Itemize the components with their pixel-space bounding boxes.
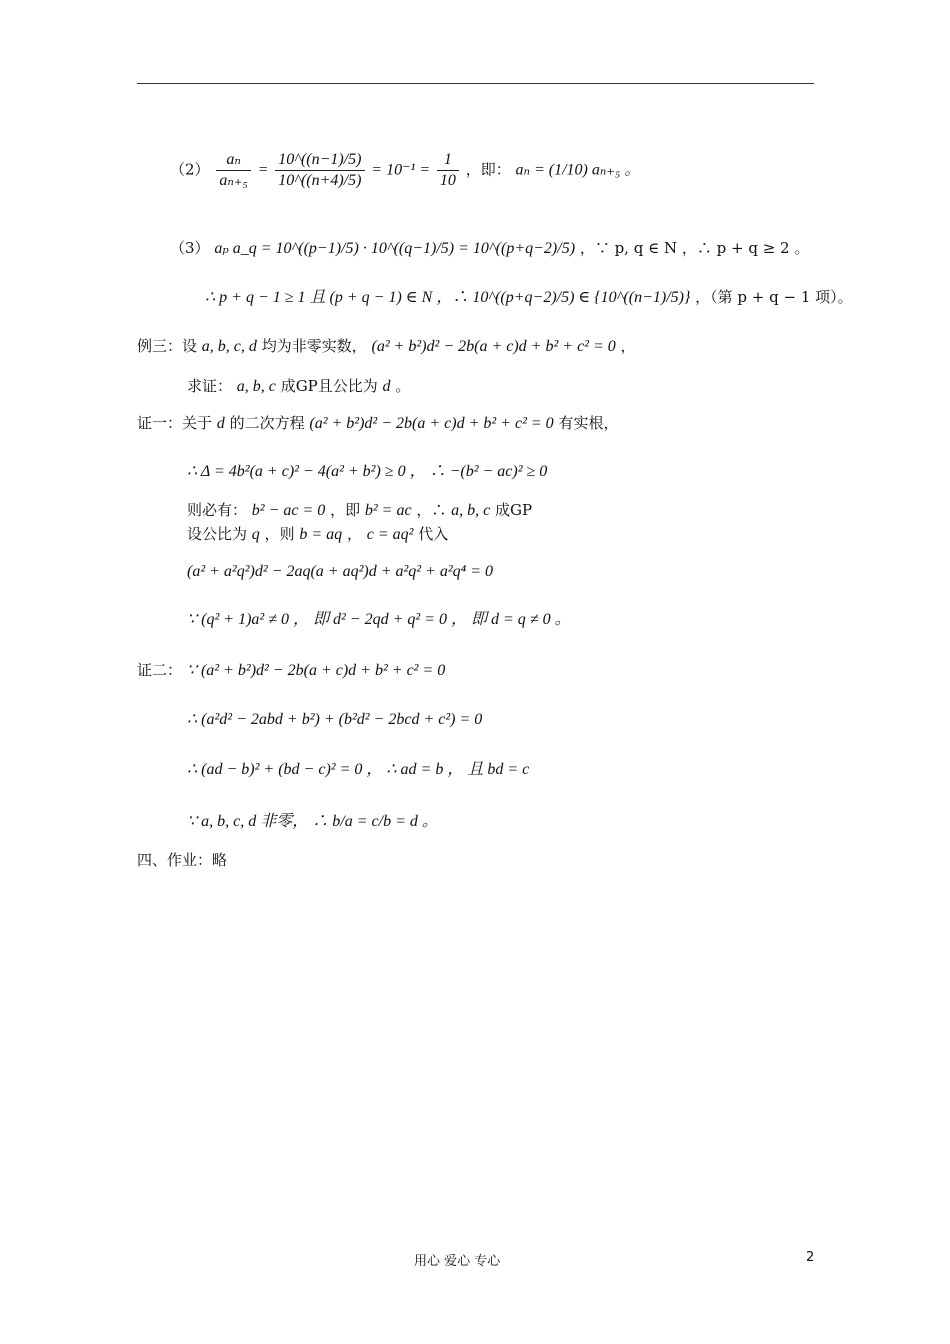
proof-1-line-1: 证一：关于 d 的二次方程 (a² + b²)d² − 2b(a + c)d + b² + c² = 0 有实根， (137, 414, 619, 432)
item-3-expr: aₚ a_q = 10^((p−1)/5) · 10^((q−1)/5) = 10^((p+q−2)/5) (214, 240, 576, 257)
proof-1-line-5: (a² + a²q²)d² − 2aq(a + aq²)d + a²q² + a²q⁴ = 0 (187, 563, 494, 580)
example-3-label: 例三：设 (137, 337, 198, 355)
item-2-eq: = 10⁻¹ = (371, 161, 431, 179)
proof-2-line-4: ∵ a, b, c, d 非零， ∴ b/a = c/b = d 。 (187, 813, 438, 830)
item-3-line: （3） aₚ a_q = 10^((p−1)/5) · 10^((q−1)/5) = 10^((p+q−2)/5) ，∵ p, q ∈ N ，∴ p + q ≥ 2 。 (170, 239, 810, 257)
proof-1-line-2: ∴ Δ = 4b²(a + c)² − 4(a² + b²) ≥ 0 ， ∴ −(b² − ac)² ≥ 0 (187, 463, 548, 480)
proof-1-label: 证一：关于 (137, 414, 213, 432)
item-3-line-2: ∴ p + q − 1 ≥ 1 且 (p + q − 1) ∈ N ，∴ 10^((p+q−2)/5) ∈ {10^((n−1)/5)} ，（第 p + q − 1 项）。 (205, 288, 853, 306)
proof-2-label: 证二： (137, 661, 183, 679)
homework-line: 四、作业：略 (137, 851, 228, 869)
proof-2-line-1: 证二： ∵ (a² + b²)d² − 2b(a + c)d + b² + c² = 0 (137, 661, 446, 679)
item-3-label: （3） (170, 239, 210, 257)
proof-1-line-6: ∵ (q² + 1)a² ≠ 0 ， 即 d² − 2qd + q² = 0 ， 即 d = q ≠ 0 。 (187, 611, 571, 628)
item-2-line: （2） $\frac{\text{aₙ}}{\text{aₙ₊₅}}$ = $\frac{10\^{}((n-1)/5)}{10\^{}((n+4)/5)}$ = 10⁻¹ = $\frac{1}{10}$ ，即： aₙ = (1/10) aₙ₊₅ 。 (170, 151, 641, 189)
example-3-line: 例三：设 a, b, c, d 均为非零实数， (a² + b²)d² − 2b(a + c)d + b² + c² = 0 ， (137, 337, 636, 355)
prove-line: 求证： a, b, c 成GP且公比为 d 。 (187, 377, 411, 395)
example-3-equation: (a² + b²)d² − 2b(a + c)d + b² + c² = 0 (371, 338, 616, 355)
proof-1-line-3: 则必有： b² − ac = 0 ，即 b² = ac ，∴ a, b, c 成GP (187, 501, 533, 519)
page-number: 2 (806, 1250, 815, 1265)
item-3-expr-2: ∴ p + q − 1 ≥ 1 且 (p + q − 1) ∈ N ，∴ 10^((p+q−2)/5) ∈ {10^((n−1)/5)} (205, 289, 691, 306)
item-2-label: （2） (170, 160, 210, 179)
footer-center: 用心 爱心 专心 (414, 1254, 501, 1269)
item-2-mid-fraction: $\frac{10\^{}((n-1)/5)}{10\^{}((n+4)/5)}$ (275, 150, 364, 191)
proof-1-line-4: 设公比为 q ，则 b = aq ， c = aq² 代入 (187, 525, 449, 543)
item-2-result: aₙ = (1/10) aₙ₊₅ 。 (515, 161, 641, 179)
proof-2-line-2: ∴ (a²d² − 2abd + b²) + (b²d² − 2bcd + c²) = 0 (187, 711, 483, 728)
prove-label: 求证： (187, 377, 233, 395)
proof-2-line-3: ∴ (ad − b)² + (bd − c)² = 0 ， ∴ ad = b ， 且 bd = c (187, 761, 530, 778)
header-rule (137, 83, 814, 84)
item-2-lhs-fraction: $\frac{\text{aₙ}}{\text{aₙ₊₅}}$ (216, 150, 251, 191)
item-2-one-tenth: $\frac{1}{10}$ (437, 150, 459, 191)
